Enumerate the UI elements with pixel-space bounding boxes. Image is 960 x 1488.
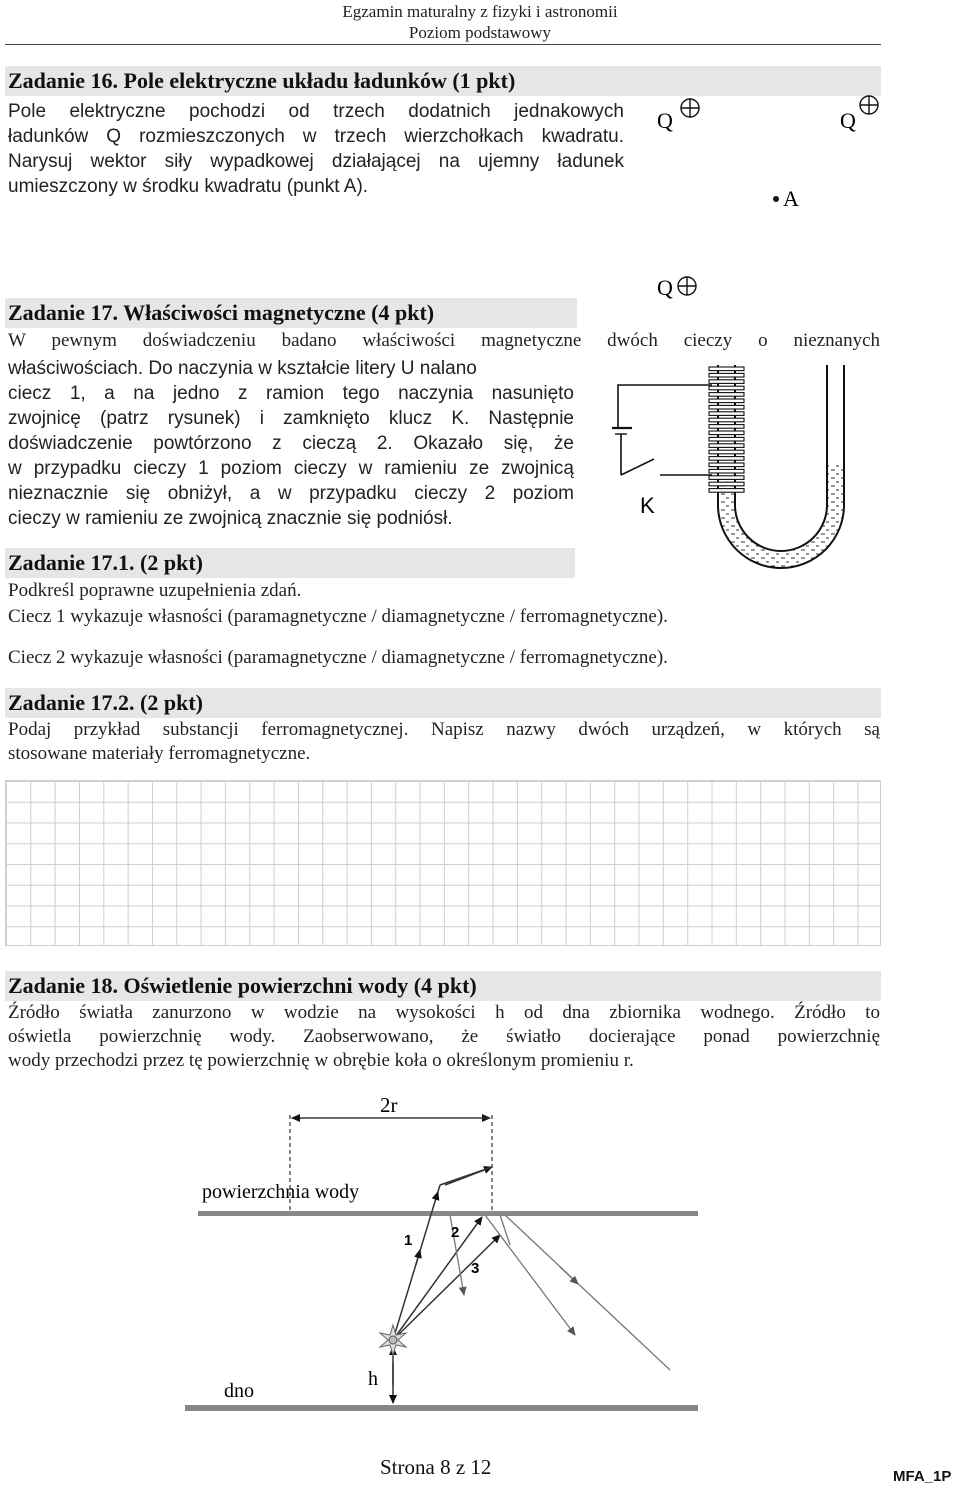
task17-1-title: Zadanie 17.1. (2 pkt): [8, 550, 203, 575]
task16-line: ładunków Q rozmieszczonych w trzech wierzchołkach kwadratu.: [8, 126, 624, 147]
coil-winding: [709, 412, 744, 416]
page-number: Strona 8 z 12: [380, 1455, 492, 1479]
circuit-wire: [618, 385, 712, 428]
ray-label-3: 3: [471, 1260, 480, 1277]
label-surface: powierzchnia wody: [202, 1181, 360, 1203]
coil: [709, 367, 744, 492]
task17-line: cieczy w ramieniu ze zwojnicą znacznie się podniósł.: [8, 508, 453, 529]
task16-title: Zadanie 16. Pole elektryczne układu ładunków (1 pkt): [8, 68, 516, 93]
reflected-ray-arrow: [560, 1267, 578, 1284]
task16-text: [8, 99, 624, 199]
switch-k: [621, 459, 654, 475]
task17-intro: [8, 330, 880, 352]
task17-line: doświadczenie powtórzono z cieczą 2. Okazało się, że: [8, 433, 574, 454]
charge-label: Q: [657, 275, 673, 300]
charge-label: Q: [840, 108, 856, 133]
ray-label-2: 2: [451, 1224, 460, 1241]
task17-line: nieznacznie się obniżył, a w przypadku cieczy 2 poziom: [8, 483, 574, 504]
point-dot: [773, 196, 779, 202]
label-bottom: dno: [224, 1380, 254, 1402]
charges-figure: [640, 90, 900, 305]
exam-title: Egzamin maturalny z fizyki i astronomii: [342, 2, 618, 21]
answer-grid[interactable]: [5, 780, 881, 946]
task17-2-title: Zadanie 17.2. (2 pkt): [8, 690, 203, 715]
task17-2-line: stosowane materiały ferromagnetyczne.: [8, 743, 311, 764]
u-tube-inner: [735, 365, 827, 551]
coil-winding: [709, 469, 744, 473]
coil-winding: [709, 373, 744, 377]
task17-text: [8, 356, 574, 531]
charge-top-right: [840, 96, 878, 133]
task17-line: ciecz 1, a na jedno z ramion tego naczynia nasunięto: [8, 383, 574, 404]
charge-bottom-left: [657, 275, 696, 300]
task17-1-instruction: Podkreśl poprawne uzupełnienia zdań.: [8, 580, 302, 601]
ray-1-arrow: [416, 1250, 420, 1265]
task17-2-line: Podaj przykład substancji ferromagnetycznej. Napisz nazwy dwóch urządzeń, w których są: [8, 719, 880, 740]
task18-line: oświetla powierzchnię wody. Zaobserwowano, że światło docierające ponad powierzchnię: [8, 1026, 880, 1047]
coil-winding: [709, 476, 744, 480]
ray-1-head: [436, 1192, 438, 1198]
coil-winding: [709, 444, 744, 448]
exam-code: MFA_1P: [893, 1468, 952, 1485]
coil-winding: [709, 425, 744, 429]
coil-winding: [709, 399, 744, 403]
coil-winding: [709, 437, 744, 441]
task16-line: umieszczony w środku kwadratu (punkt A).: [8, 176, 369, 197]
charge-label: Q: [657, 108, 673, 133]
coil-winding: [709, 450, 744, 454]
coil-winding: [709, 489, 744, 493]
task17-1-sentence2[interactable]: Ciecz 2 wykazuje własności (paramagnetyczne / diamagnetyczne / ferromagnetyczne).: [8, 647, 668, 668]
task17-line: zwojnicę (patrz rysunek) i zamknięto klucz K. Następnie: [8, 408, 574, 429]
reflected-ray: [505, 1215, 670, 1370]
coil-winding: [709, 380, 744, 384]
task16-line: Pole elektryczne pochodzi od trzech dodatnich jednakowych: [8, 101, 624, 122]
coil-winding: [709, 393, 744, 397]
exam-level: Poziom podstawowy: [408, 23, 552, 42]
task17-title: Zadanie 17. Właściwości magnetyczne (4 pkt): [8, 300, 435, 325]
task18-line: Źródło światła zanurzono w wodzie na wysokości h od dna zbiornika wodnego. Źródło to: [8, 1002, 880, 1023]
charge-top-left: [657, 99, 699, 133]
water-surface: [198, 1211, 698, 1216]
task18-text: [8, 1002, 880, 1072]
coil-winding: [709, 367, 744, 371]
task17-line: właściwościach. Do naczynia w kształcie litery U nalano: [8, 358, 477, 379]
reflected-ray: [500, 1215, 510, 1245]
task18-title: Zadanie 18. Oświetlenie powierzchni wody (4 pkt): [8, 973, 477, 998]
u-tube-figure: [600, 355, 890, 570]
task18-line: wody przechodzi przez tę powierzchnię w obrębie koła o określonym promieniu r.: [8, 1050, 634, 1071]
header-divider: [5, 44, 881, 45]
light-source-icon: [380, 1325, 406, 1355]
task17-intro-line: W pewnym doświadczeniu badano właściwości magnetyczne dwóch cieczy o nieznanych: [8, 330, 880, 351]
coil-winding: [709, 405, 744, 409]
task16-line: Narysuj wektor siły wypadkowej działającej na ujemny ładunek: [8, 151, 624, 172]
coil-winding: [709, 457, 744, 461]
task17-line: w przypadku cieczy 1 poziom cieczy w ramieniu ze zwojnicą: [8, 458, 574, 479]
coil-winding: [709, 463, 744, 467]
refracted-ray: [440, 1167, 492, 1185]
label-h: h: [368, 1368, 378, 1390]
point-label: A: [783, 186, 799, 211]
task17-1-sentence1[interactable]: Ciecz 1 wykazuje własności (paramagnetyczne / diamagnetyczne / ferromagnetyczne).: [8, 606, 668, 627]
coil-winding: [709, 418, 744, 422]
coil-winding: [709, 482, 744, 486]
task17-2-text: [8, 719, 880, 765]
ray-label-1: 1: [404, 1232, 413, 1249]
reflected-ray: [485, 1215, 575, 1335]
point-a: [773, 186, 799, 211]
coil-winding: [709, 431, 744, 435]
coil-winding: [709, 386, 744, 390]
water-figure: [180, 1085, 710, 1430]
switch-label: K: [640, 493, 655, 518]
water-bottom: [185, 1405, 698, 1411]
label-2r: 2r: [380, 1093, 398, 1117]
